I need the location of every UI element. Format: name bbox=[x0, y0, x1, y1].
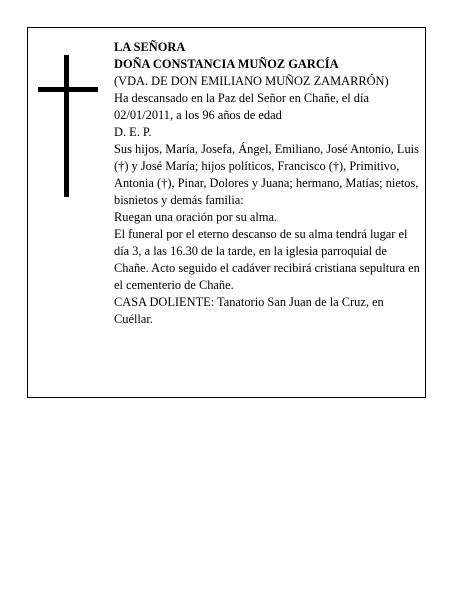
rip-line: D. E. P. bbox=[114, 125, 152, 139]
cross-icon bbox=[38, 55, 98, 197]
funeral-details: El funeral por el eterno descanso de su alma tendrá lugar el día 3, a las 16.30 de la tarde, en la iglesia parroquial de Chañe. Acto seguido el cadáver recibirá cristiana sepultura en el cementerio de Chañe. bbox=[114, 227, 420, 292]
death-announcement: Ha descansado en la Paz del Señor en Chañe, el día 02/01/2011, a los 96 años de edad bbox=[114, 91, 369, 122]
cross-vertical-bar bbox=[64, 55, 69, 197]
title-line-1: LA SEÑORA bbox=[114, 40, 186, 54]
family-list: Sus hijos, María, Josefa, Ángel, Emiliano, José Antonio, Luis (†) y José María; hijos políticos, Francisco (†), Primitivo, Antonia (†), Pinar, Dolores y Juana; hermano, Matías; nietos, bisnietos y demás familia: bbox=[114, 142, 419, 207]
prayer-request: Ruegan una oración por su alma. bbox=[114, 210, 278, 224]
deceased-name: DOÑA CONSTANCIA MUÑOZ GARCÍA bbox=[114, 57, 339, 71]
cross-horizontal-bar bbox=[38, 87, 98, 92]
obituary-text bbox=[114, 39, 420, 328]
widow-line: (VDA. DE DON EMILIANO MUÑOZ ZAMARRÓN) bbox=[114, 74, 389, 88]
casa-doliente: CASA DOLIENTE: Tanatorio San Juan de la Cruz, en Cuéllar. bbox=[114, 295, 384, 326]
